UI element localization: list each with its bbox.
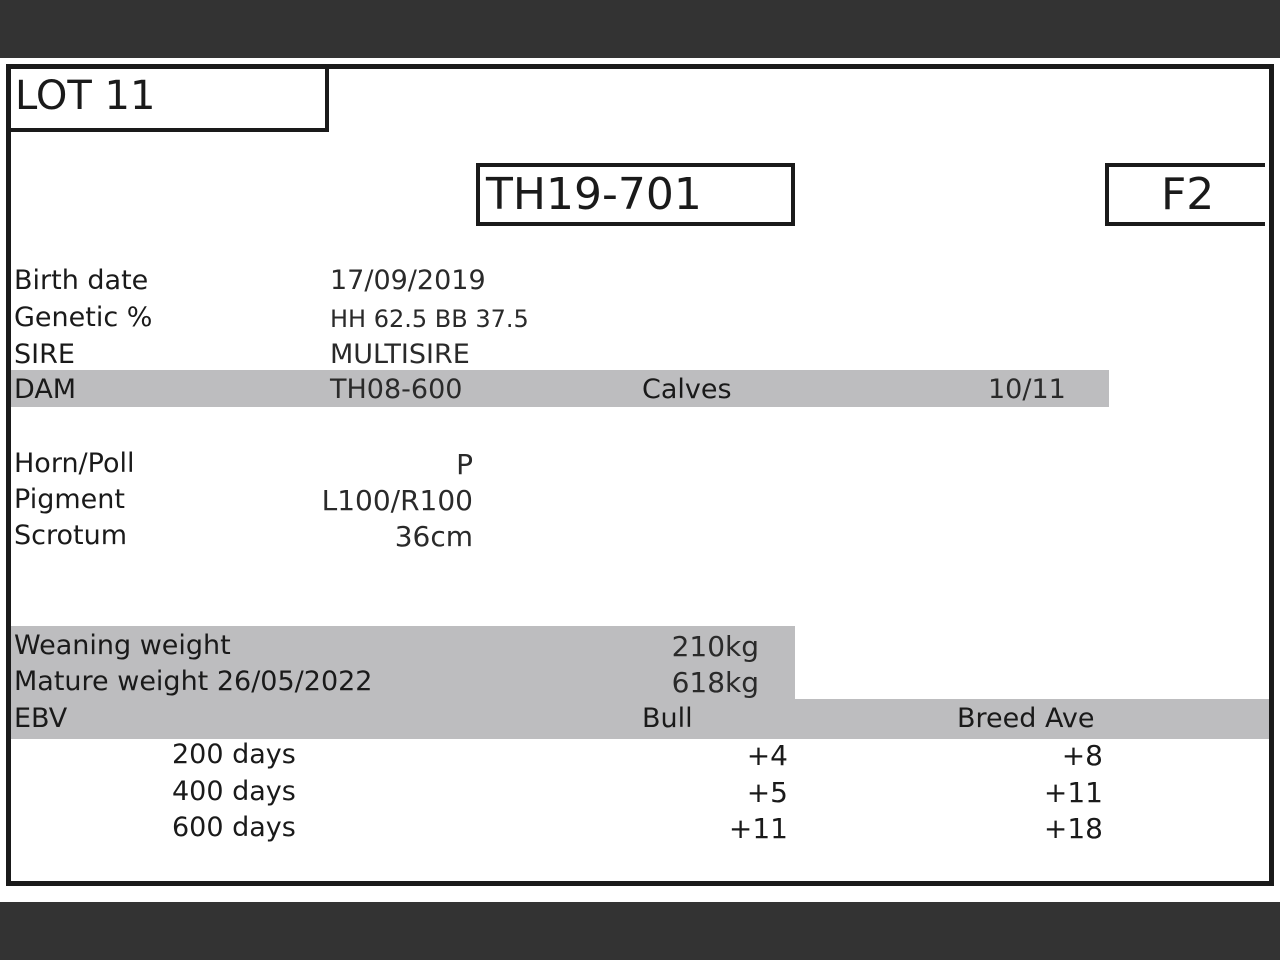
ebv-breed-ave-header: Breed Ave bbox=[957, 703, 1095, 734]
ebv-period-400: 400 days bbox=[172, 776, 296, 807]
sale-catalogue-page bbox=[0, 58, 1280, 902]
calves-value: 10/11 bbox=[988, 374, 1066, 405]
horn-poll-value: P bbox=[456, 448, 473, 481]
dam-row-band bbox=[11, 370, 1109, 407]
weaning-weight-label: Weaning weight bbox=[14, 630, 231, 661]
genetic-value: HH 62.5 BB 37.5 bbox=[330, 305, 529, 333]
horn-poll-label: Horn/Poll bbox=[14, 448, 135, 479]
ebv-bull-200: +4 bbox=[746, 739, 788, 772]
ebv-bull-400: +5 bbox=[746, 776, 788, 809]
sire-label: SIRE bbox=[14, 339, 75, 370]
ebv-bull-header: Bull bbox=[642, 703, 693, 734]
lot-number: LOT 11 bbox=[15, 73, 156, 119]
lot-number-box bbox=[11, 69, 329, 132]
animal-tag: TH19-701 bbox=[486, 169, 702, 220]
grade-box bbox=[1105, 163, 1265, 226]
scrotum-value: 36cm bbox=[394, 520, 473, 553]
scrotum-label: Scrotum bbox=[14, 520, 128, 551]
birth-date-label: Birth date bbox=[14, 265, 149, 296]
birth-date-value: 17/09/2019 bbox=[330, 265, 486, 296]
ebv-label: EBV bbox=[14, 703, 68, 734]
ebv-bull-600: +11 bbox=[728, 812, 788, 845]
dam-value: TH08-600 bbox=[330, 374, 463, 405]
ebv-breed-200: +8 bbox=[1061, 739, 1103, 772]
ebv-period-200: 200 days bbox=[172, 739, 296, 770]
genetic-label: Genetic % bbox=[14, 302, 153, 333]
grade-label: F2 bbox=[1161, 169, 1215, 220]
ebv-period-600: 600 days bbox=[172, 812, 296, 843]
calves-label: Calves bbox=[642, 374, 732, 405]
ebv-breed-400: +11 bbox=[1043, 776, 1103, 809]
ebv-breed-600: +18 bbox=[1043, 812, 1103, 845]
mature-weight-label: Mature weight 26/05/2022 bbox=[14, 666, 373, 697]
mature-weight-value: 618kg bbox=[671, 666, 759, 699]
pigment-label: Pigment bbox=[14, 484, 125, 515]
pigment-value: L100/R100 bbox=[321, 484, 473, 517]
animal-tag-box bbox=[476, 163, 795, 226]
lot-card bbox=[6, 64, 1274, 886]
weaning-weight-value: 210kg bbox=[671, 630, 759, 663]
sire-value: MULTISIRE bbox=[330, 339, 470, 370]
dam-label: DAM bbox=[14, 374, 77, 405]
